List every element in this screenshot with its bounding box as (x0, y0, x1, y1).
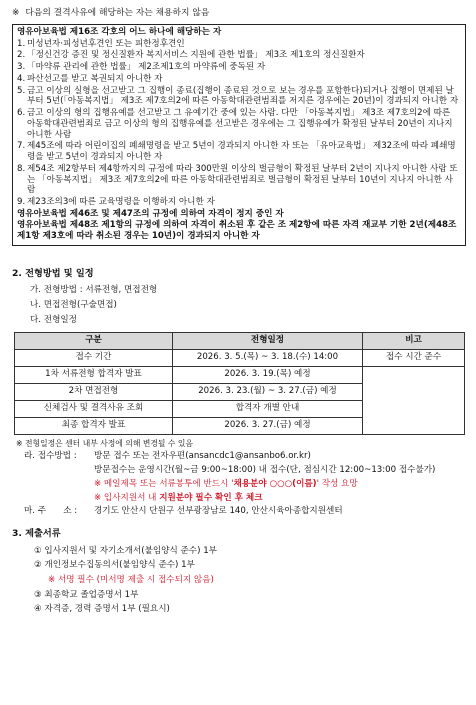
application-method-text: 방문 접수 또는 전자우편(ansancdc1@ansanbo6.or.kr) (94, 451, 311, 462)
email-subject-note (12, 479, 466, 490)
list-item (17, 164, 461, 196)
document-item: ① 입사지원서 및 자기소개서(붙임양식 준수) 1부 (34, 545, 217, 556)
item-number: 3. (17, 62, 26, 73)
table-cell: 접수 시간 준수 (363, 349, 465, 366)
table-cell: 2026. 3. 19.(목) 예정 (173, 366, 363, 383)
item-text: 제23조의3에 따른 교육명령을 이행하지 아니한 자 (27, 197, 215, 207)
document-item: ② 개인정보수집동의서(붙임양식 준수) 1부 (34, 560, 195, 571)
list-item (17, 62, 461, 73)
table-cell: 2차 면접전형 (15, 383, 173, 400)
column-header-schedule: 전형일정 (173, 332, 363, 349)
table-cell: 접수 기간 (15, 349, 173, 366)
table-cell: 2026. 3. 5.(목) ~ 3. 18.(수) 14:00 (173, 349, 363, 366)
note-text: ※ 메일제목 또는 서류봉투에 반드시 ' (94, 478, 234, 489)
schedule-label: 다. 전형일정 (30, 314, 77, 325)
item-text: 「정신건강 증진 및 정신질환자 복지서비스 지원에 관한 법률」 제3조 제1호의 정신질환자 (27, 50, 365, 61)
disqualification-intro (12, 8, 466, 19)
section-title-documents: 3. 제출서류 (12, 528, 61, 540)
suspension-clause: 영유아보육법 제46조 및 제47조의 규정에 의하여 자격이 정지 중인 자 (17, 208, 284, 219)
item-text: 파산선고를 받고 복권되지 아니한 자 (27, 73, 163, 84)
note-text: ' 작성 요망 (316, 478, 358, 489)
table-cell: 최종 합격자 발표 (15, 417, 173, 434)
section-title-selection: 2. 전형방법 및 일정 (12, 267, 94, 279)
item-number: 7. (17, 141, 26, 152)
table-header-row (15, 332, 465, 349)
disqualification-list (17, 39, 461, 208)
address-text: 경기도 안산시 단원구 선부광장남로 140, 안산시육아종합지원센터 (94, 506, 343, 517)
visit-hours: 방문접수는 운영시간(월~금 9:00~18:00) 내 접수(단, 점심시간 12:00~13:00 접수불가) (94, 465, 436, 476)
item-number: 4. (17, 73, 26, 84)
item-text: 제45조에 따라 어린이집의 폐쇄명령을 받고 5년이 경과되지 아니한 자 또는 「유아교육법」 제32조에 따라 폐쇄명령을 받고 5년이 경과되지 아니한 자 (27, 141, 456, 163)
note-emphasis: 지원분야 필수 확인 후 체크 (159, 492, 263, 503)
field-check-note (12, 493, 466, 504)
item-text: 제54조 제2항부터 제4항까지의 규정에 따라 300만원 이상의 벌금형이 확정된 날부터 2년이 지나지 아니한 사람 또는 「아동복지법」 제3조 제7호의2에 따른 아동학대관련범죄로 벌금형이 확정된 날부터 10년이 지나지 아니한 사람 (27, 163, 458, 196)
table-cell: 신체검사 및 결격사유 조회 (15, 400, 173, 417)
item-number: 6. (17, 108, 26, 119)
item-text: 금고 이상의 실형을 선고받고 그 집행이 종료(집행이 종료된 것으로 보는 경우를 포함한다)되거나 집행이 면제된 날부터 5년(「아동복지법」 제3조 제7호의2에 따른 아동학대관련범죄를 저지른 경우에는 20년)이 경과되지 아니한 자 (27, 85, 459, 107)
item-number: 2. (17, 50, 26, 61)
list-item (17, 141, 461, 162)
application-method-label: 라. 접수방법 : (24, 451, 77, 462)
list-item (17, 108, 461, 140)
schedule-change-note: ※ 전형일정은 센터 내부 사정에 의해 변경될 수 있음 (16, 438, 193, 448)
note-emphasis: 채용분야 ○○○(이름) (233, 478, 317, 489)
table-row (15, 366, 465, 383)
revocation-clause: 영유아보육법 제48조 제1항의 규정에 의하여 자격이 취소된 후 같은 조 제2항에 따른 자격 재교부 기한 2년(제48조 제1항 제3호에 따라 취소된 경우는 10년)이 경과되지 아니한 자 (17, 220, 457, 242)
list-item (17, 39, 461, 50)
address (12, 506, 466, 517)
selection-method: 가. 전형방법 : 서류전형, 면접전형 (30, 285, 158, 296)
item-text: 「마약류 관리에 관한 법률」 제2조제1호의 마약류에 중독된 자 (27, 62, 266, 73)
list-item (17, 50, 461, 61)
column-header-category: 구분 (15, 332, 173, 349)
item-text: 금고 이상의 형의 집행유예를 선고받고 그 유예기간 중에 있는 사람. 다만 「아동복지법」 제3조 제7호의2에 따른 아동학대관련범죄로 금고 이상의 형의 집행유예를 선고받은 경우에는 그 집행유예가 확정된 날부터 20년이 지나지 아니한 사람 (27, 108, 453, 140)
application-method (12, 451, 466, 462)
table-cell-empty (363, 366, 465, 434)
signature-note: ※ 서명 필수 (미서명 제출 시 접수되지 않음) (48, 575, 214, 586)
interview-type: 나. 면접전형(구술면접) (30, 300, 117, 311)
item-number: 5. (17, 85, 26, 96)
list-item (17, 86, 461, 107)
note-text: ※ 입사지원서 내 (94, 492, 160, 503)
table-row (15, 349, 465, 366)
table-cell: 2026. 3. 23.(월) ~ 3. 27.(금) 예정 (173, 383, 363, 400)
disqualification-box (12, 24, 466, 246)
address-label: 마. 주 소 : (24, 506, 78, 517)
schedule-table (14, 332, 465, 435)
column-header-remarks: 비고 (363, 332, 465, 349)
list-item (17, 74, 461, 85)
table-cell: 2026. 3. 27.(금) 예정 (173, 417, 363, 434)
table-cell: 합격자 개별 안내 (173, 400, 363, 417)
disqualification-intro-text: 다음의 결격사유에 해당하는 자는 채용하지 않음 (25, 8, 210, 18)
table-cell: 1차 서류전형 합격자 발표 (15, 366, 173, 383)
list-item (17, 197, 461, 208)
item-number: 8. (17, 163, 26, 174)
disqualification-header: 영유아보육법 제16조 각호의 어느 하나에 해당하는 자 (17, 26, 222, 37)
item-number: 1. (17, 38, 26, 49)
document-item: ③ 최종학교 졸업증명서 1부 (34, 589, 139, 600)
item-text: 미성년자·피성년후견인 또는 피한정후견인 (27, 38, 185, 49)
document-item: ④ 자격증, 경력 증명서 1부 (필요시) (34, 604, 170, 615)
item-number: 9. (17, 197, 26, 207)
reference-mark: ※ (12, 8, 20, 18)
